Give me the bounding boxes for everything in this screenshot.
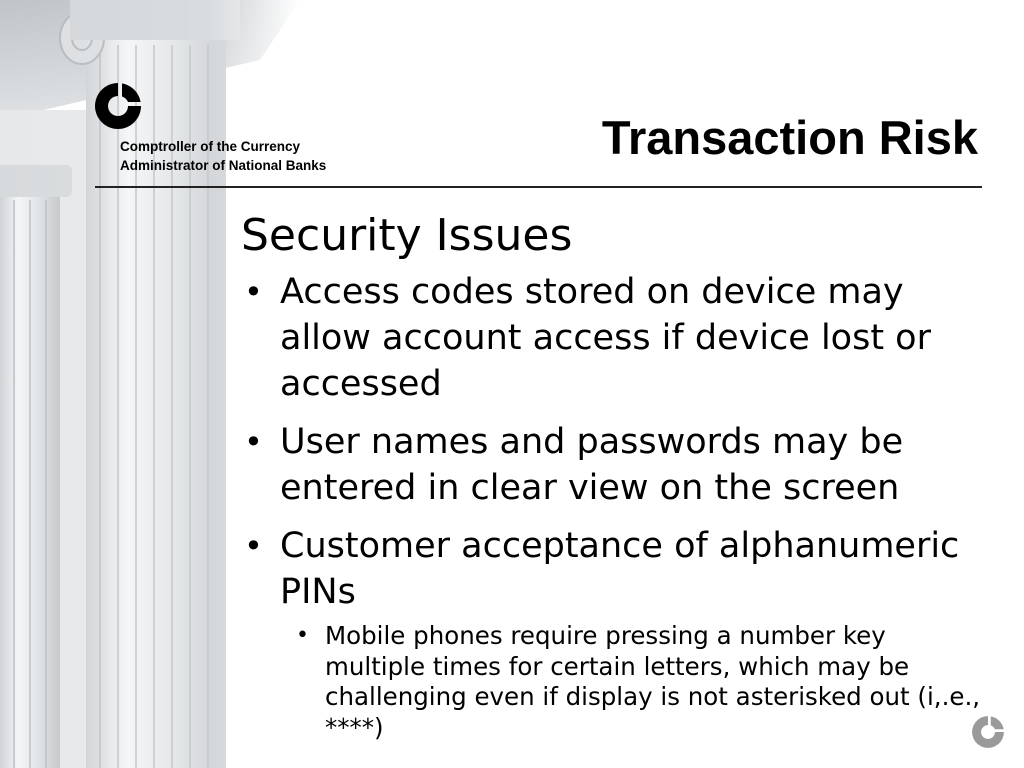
sub-bullet-list [280, 621, 986, 743]
bullet-list [241, 269, 986, 743]
bullet-icon: • [244, 423, 263, 461]
agency-name [120, 137, 326, 175]
slide-content [241, 205, 986, 755]
bullet-text: Customer acceptance of alphanumeric PINs [280, 526, 960, 612]
bullet-item [241, 269, 986, 407]
agency-line-1: Comptroller of the Currency [120, 139, 301, 154]
section-heading: Security Issues [241, 210, 573, 261]
occ-logo-icon [92, 80, 144, 132]
bullet-icon: • [244, 527, 263, 565]
agency-line-2: Administrator of National Banks [120, 158, 327, 173]
corner-logo-icon [970, 714, 1006, 750]
bullet-text: User names and passwords may be entered in clear view on the screen [280, 422, 904, 508]
slide-title: Transaction Risk [601, 111, 978, 164]
bullet-icon: • [244, 273, 263, 311]
bullet-text: Access codes stored on device may allow account access if device lost or accessed [280, 272, 931, 404]
sub-bullet-text: Mobile phones require pressing a number key multiple times for certain letters, which may be challenging even if display is not asterisked out (i,.e., ****) [325, 621, 981, 742]
sub-bullet-icon: • [296, 623, 309, 648]
bullet-item [241, 523, 986, 743]
bullet-item [241, 419, 986, 511]
sub-bullet-item [280, 621, 986, 743]
title-divider [95, 186, 982, 188]
